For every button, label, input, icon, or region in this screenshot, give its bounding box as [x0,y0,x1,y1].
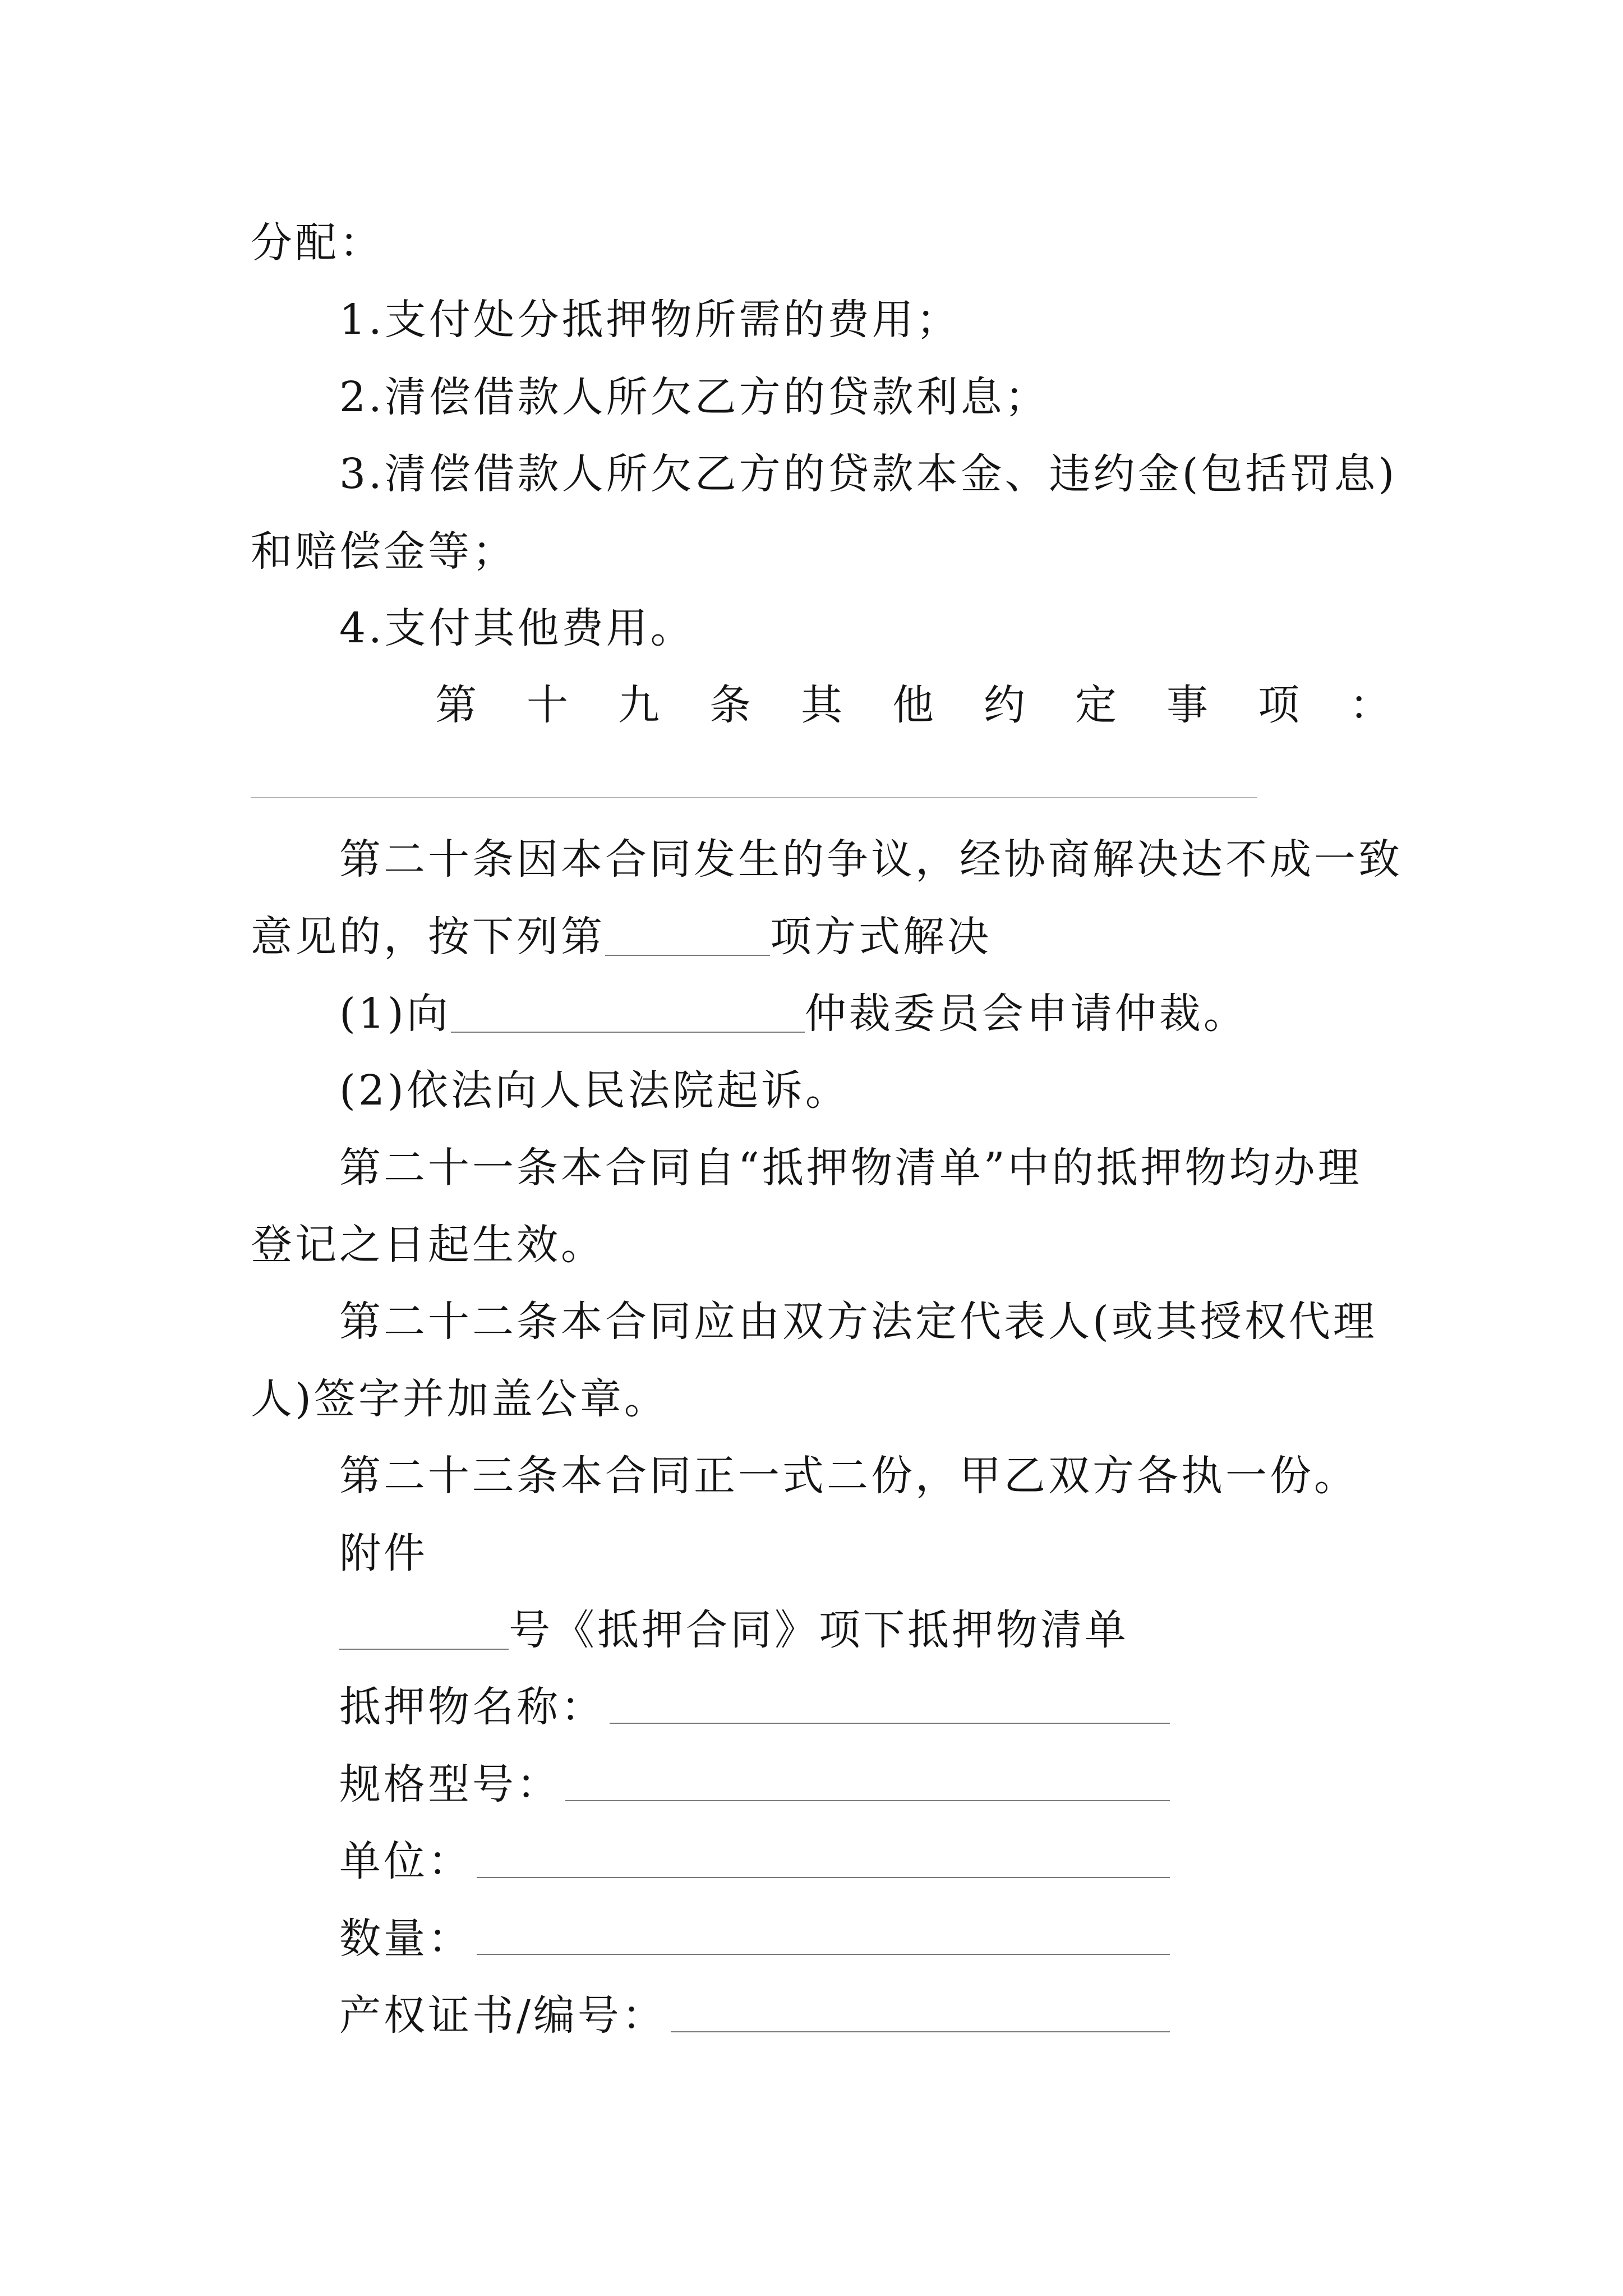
article-23: 第二十三条本合同正一式二份，甲乙双方各执一份。 [339,1452,1358,1501]
article-21-line-1: 第二十一条本合同自“抵押物清单”中的抵押物均办理 [339,1143,1362,1192]
field-label: 抵押物名称： [339,1683,605,1732]
attachment-label: 附件 [339,1529,428,1577]
settlement-item-2: 2.清偿借款人所欠乙方的贷款利息； [339,372,1049,421]
document-body [0,205,1623,2054]
blank-resolution-option [605,923,770,956]
field-fill-line [477,1846,1170,1878]
field-quantity [0,1901,1170,1977]
field-collateral-name [0,1669,1170,1746]
article-20-option-2: (2)依法向人民法院起诉。 [339,1066,850,1115]
settlement-item-3-line-1: 3.清偿借款人所欠乙方的贷款本金、违约金(包括罚息) [339,450,1398,499]
option-1-tail: 仲裁委员会申请仲裁。 [804,989,1248,1038]
article-20-line-1: 第二十条因本合同发生的争议，经协商解决达不成一致 [339,835,1403,884]
field-fill-line [671,2000,1170,2032]
settlement-item-1: 1.支付处分抵押物所需的费用； [339,296,961,344]
article-20-line-2 [0,899,1623,976]
article-19-fill-area [0,744,1623,821]
blank-arbitration-commission [451,1000,805,1033]
article-20-line-2-lead: 意见的，按下列第 [251,912,605,961]
field-property-certificate-number [0,1977,1170,2054]
attachment-title [0,1592,1623,1669]
field-label: 数量： [339,1914,472,1963]
attachment-title-text: 号《抵押合同》项下抵押物清单 [509,1606,1129,1655]
settlement-item-4: 4.支付其他费用。 [339,604,695,652]
field-fill-line [477,1922,1170,1955]
article-20-line-2-tail: 项方式解决 [770,912,992,961]
article-21-line-2: 登记之日起生效。 [251,1221,605,1269]
article-19-fill-line [251,797,1257,798]
article-22-line-2: 人)签字并加盖公章。 [251,1374,668,1423]
field-label: 产权证书/编号： [339,1991,666,2040]
option-1-lead: (1)向 [339,989,451,1038]
article-20-option-1 [0,976,1623,1052]
article-19-heading: 第十九条其他约定事项： [435,681,1441,730]
settlement-item-3-line-2: 和赔偿金等； [251,527,517,576]
field-unit [0,1823,1170,1900]
field-fill-line [610,1691,1170,1724]
field-label: 规格型号： [339,1760,561,1809]
blank-contract-number [339,1617,509,1650]
article-22-line-1: 第二十二条本合同应由双方法定代表人(或其授权代理 [339,1297,1377,1346]
field-label: 单位： [339,1837,472,1886]
field-fill-line [565,1769,1170,1801]
settlement-lead: 分配： [251,219,384,267]
field-specification-model [0,1746,1170,1823]
